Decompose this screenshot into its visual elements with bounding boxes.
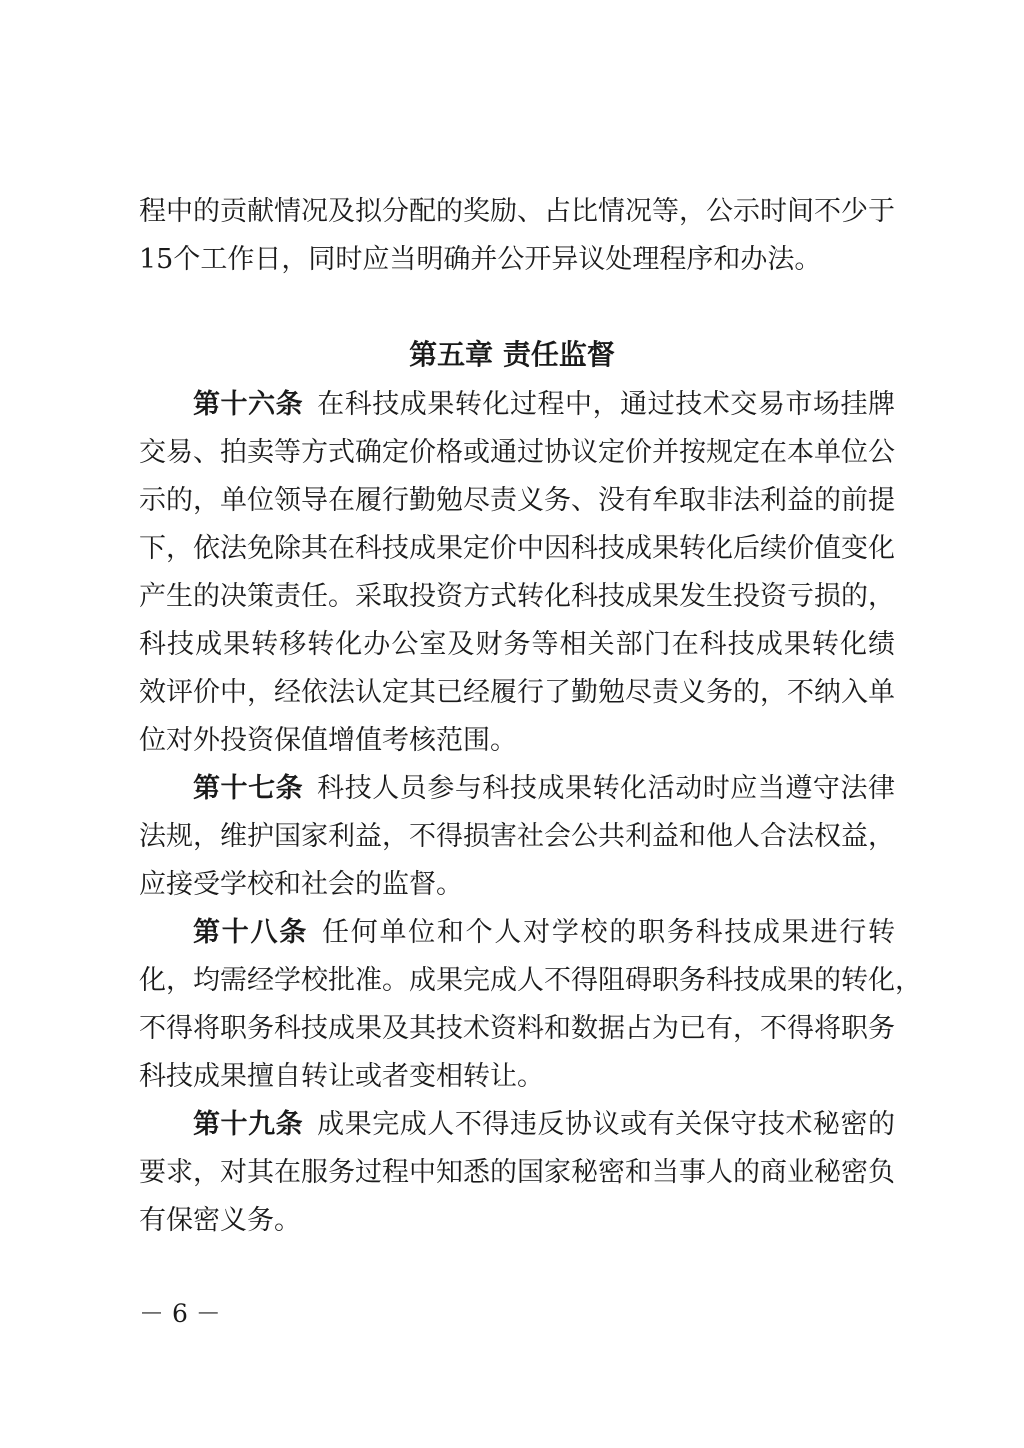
paragraph-line: 应接受学校和社会的监督。 [139,869,463,900]
article-number: 第十八条 [193,917,308,948]
paragraph-line: 效评价中，经依法认定其已经履行了勤勉尽责义务的，不纳入单 [139,677,895,708]
article-number: 第十七条 [193,773,304,804]
article-text: 在科技成果转化过程中，通过技术交易市场挂牌 [317,389,896,420]
paragraph-line: 程中的贡献情况及拟分配的奖励、占比情况等，公示时间不少于 [139,196,895,227]
article-text: 任何单位和个人对学校的职务科技成果进行转 [321,917,896,948]
article-first-line [193,769,895,809]
paragraph-line: 下，依法免除其在科技成果定价中因科技成果转化后续价值变化 [139,533,895,564]
paragraph-line: 法规，维护国家利益，不得损害社会公共利益和他人合法权益， [139,821,895,852]
article-text: 科技人员参与科技成果转化活动时应当遵守法律 [317,773,896,804]
article-first-line [193,913,895,953]
article-number: 第十九条 [193,1109,304,1140]
paragraph-line: 交易、拍卖等方式确定价格或通过协议定价并按规定在本单位公 [139,437,895,468]
paragraph-line: 要求，对其在服务过程中知悉的国家秘密和当事人的商业秘密负 [139,1157,895,1188]
paragraph-line: 示的，单位领导在履行勤勉尽责义务、没有牟取非法利益的前提 [139,485,895,516]
page-number: － 6 － [139,1299,221,1328]
paragraph-line: 产生的决策责任。采取投资方式转化科技成果发生投资亏损的， [139,581,895,612]
article-first-line [193,1105,895,1145]
paragraph-line: 化，均需经学校批准。成果完成人不得阻碍职务科技成果的转化， [139,965,922,996]
paragraph-line: 科技成果擅自转让或者变相转让。 [139,1061,544,1092]
paragraph-line: 15个工作日，同时应当明确并公开异议处理程序和办法。 [139,244,822,275]
article-text: 成果完成人不得违反协议或有关保守技术秘密的 [317,1109,896,1140]
article-number: 第十六条 [193,389,304,420]
paragraph-line: 有保密义务。 [139,1205,301,1236]
paragraph-line: 位对外投资保值增值考核范围。 [139,725,517,756]
article-first-line [193,385,895,425]
chapter-title: 第五章 责任监督 [409,338,615,371]
paragraph-line: 不得将职务科技成果及其技术资料和数据占为已有，不得将职务 [139,1013,895,1044]
paragraph-line: 科技成果转移转化办公室及财务等相关部门在科技成果转化绩 [139,629,895,660]
